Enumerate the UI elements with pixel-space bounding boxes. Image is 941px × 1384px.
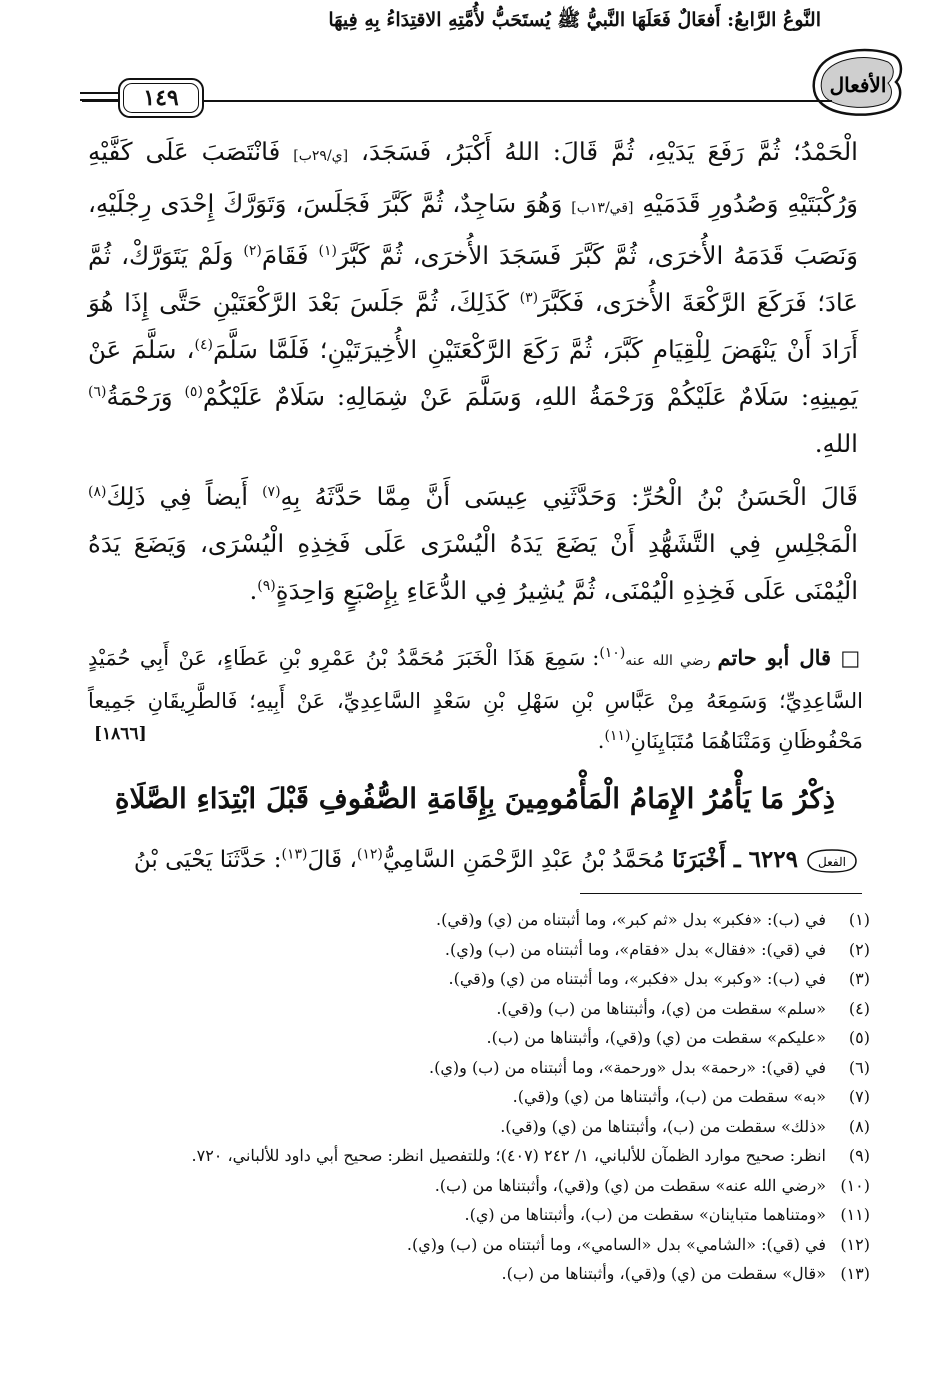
header-decoration-icon xyxy=(80,88,120,106)
footnote-number: (٧) xyxy=(848,1087,870,1106)
footnote-item xyxy=(100,1082,870,1112)
footnote-number: (٢) xyxy=(848,939,870,959)
puzzle-badge-icon xyxy=(808,40,908,120)
footnotes xyxy=(100,905,870,1289)
footnote-marker: (٥) xyxy=(184,383,203,400)
footnote-item xyxy=(100,1141,870,1171)
paragraph-hasan xyxy=(88,473,858,614)
footnote-text: «عليكم» سقطت من (ي) و(قي)، وأثبتناها من (ب). xyxy=(486,1028,826,1047)
footnote-marker: (٣) xyxy=(519,289,539,306)
honorific: رضي الله عنه xyxy=(625,653,718,669)
footnote-text: في (ب): «فكبر» بدل «ثم كبر»، وما أثبتناه من (ي) و(قي). xyxy=(436,910,826,929)
puzzle-small-label: الفعل xyxy=(818,855,846,869)
text-run: فَانْتَصَبَ عَلَى كَفَّيْهِ وَرُكْبَتَيْهِ وَصُدُورِ قَدَمَيْهِ xyxy=(88,137,858,218)
footnote-marker: (١) xyxy=(318,242,337,259)
footnote-item xyxy=(100,1230,870,1260)
hadith-reference-number: [١٨٦٦] xyxy=(94,724,147,744)
footnote-number: (١) xyxy=(848,910,870,929)
footnote-marker: (١١) xyxy=(604,728,631,744)
text-run: ، قَالَ xyxy=(307,847,357,873)
footnote-text: «قال» سقطت من (ي) و(قي)، وأثبتناها من (ب). xyxy=(501,1264,826,1283)
footnote-number: (٥) xyxy=(848,1028,870,1047)
text-run: قَالَ الْحَسَنُ بْنُ الْحُرِّ: وَحَدَّثَنِي عِيسَى أَنَّ مِمَّا حَدَّثَهُ بِهِ xyxy=(280,482,858,511)
footnote-text: «ذلك» سقطت من (ب)، وأثبتناها من (ي) و(قي). xyxy=(500,1116,826,1136)
text-run: وَلَمْ يَتَوَرَّكْ، ثُمَّ عَادَ؛ فَرَكَعَ الرَّكْعَةَ الأُخرَى، فَكَبَّرَ xyxy=(88,241,858,317)
footnote-text: في (قي): «الشامي» بدل «السامي»، وما أثبتناه من (ب) و(ي). xyxy=(406,1234,826,1254)
footnote-text: في (قي): «رحمة» بدل «ورحمة»، وما أثبتناه من (ب) و(ي). xyxy=(429,1057,826,1077)
footnote-number: (٤) xyxy=(848,998,870,1018)
footnote-text: انظر: صحيح موارد الظمآن للألباني، ١/ ٢٤٢ (٤٠٧)؛ وللتفصيل انظر: صحيح أبي داود للألباني، ٧٢٠. xyxy=(191,1146,826,1165)
footnote-text: في (ب): «وكبر» بدل «فكبر»، وما أثبتناه من (ي) و(قي). xyxy=(448,969,826,988)
footnote-marker: (١٠) xyxy=(599,645,626,661)
text-run: الْحَمْدُ؛ ثُمَّ رَفَعَ يَدَيْهِ، ثُمَّ قَالَ: اللهُ أَكْبَرُ، فَسَجَدَ، xyxy=(348,137,858,166)
footnote-item xyxy=(100,1112,870,1142)
footnote-marker: (٧) xyxy=(262,483,281,500)
hadith-opening xyxy=(88,840,860,880)
footnote-number: (١١) xyxy=(840,1205,870,1224)
section-heading: ذِكْرُ مَا يَأْمُرُ الإِمَامُ الْمَأْمُومِينَ بِإِقَامَةِ الصُّفُوفِ قَبْلَ ابْتِدَاءِ الصَّلَاةِ xyxy=(114,782,836,815)
footnote-number: (٦) xyxy=(848,1057,870,1077)
footnote-text: «ومتناهما متباينان» سقطت من (ب)، وأثبتناها من (ي). xyxy=(464,1205,826,1224)
text-run: فَقَامَ xyxy=(261,241,319,270)
footnote-item xyxy=(100,1200,870,1230)
footnote-item xyxy=(100,1171,870,1201)
text-run: وَرَحْمَةُ xyxy=(106,382,185,411)
paragraph-hadith xyxy=(88,128,858,467)
puzzle-small-icon xyxy=(804,848,860,874)
footnote-number: (٣) xyxy=(848,969,870,988)
footnote-item xyxy=(100,994,870,1024)
text-run: : سَمِعَ هَذَا الْخَبَرَ مُحَمَّدُ بْنُ عَمْرِو بْنِ عَطَاءٍ، عَنْ أَبِي حُمَيْدٍ السَّاعِدِيِّ؛ وَسَمِعَهُ مِنْ عَبَّاسِ بْنِ سَهْلِ بْنِ سَعْدٍ السَّاعِدِيِّ، عَنْ أَبِيهِ؛ فَالطَّرِيقَانِ جَمِيعاً مَحْفُوظَانِ وَمَتْنَاهُمَا مُتَبَايِنَانِ xyxy=(88,646,863,753)
footnote-number: (٨) xyxy=(848,1116,870,1136)
footnote-marker: (٦) xyxy=(88,383,107,400)
page-number xyxy=(118,78,204,118)
footnote-marker: (١٣) xyxy=(281,846,308,863)
footnote-item xyxy=(100,964,870,994)
page-header-title: النَّوعُ الرَّابعُ: أَفعَالٌ فَعَلَهَا النَّبيُّ ﷺ يُستَحَبُّ لأُمَّتِهِ الاقتِدَاءُ بِهِ فِيهَا xyxy=(328,9,821,31)
footnote-item xyxy=(100,935,870,965)
square-marker-icon: □ xyxy=(840,645,863,670)
manuscript-ref: [ي/٢٩ب] xyxy=(293,148,349,164)
footnote-item xyxy=(100,1259,870,1289)
text-run: : حَدَّثَنَا يَحْيَى بْنُ xyxy=(133,847,282,873)
akhbarana-label: أَخْبَرَنَا xyxy=(672,846,726,873)
text-run: كَذَلِكَ، ثُمَّ جَلَسَ بَعْدَ الرَّكْعَتَيْنِ حَتَّى إِذَا هُوَ أَرَادَ أَنْ يَنْهَضَ لِلْقِيَامِ كَبَّرَ، ثُمَّ رَكَعَ الرَّكْعَتَيْنِ الأُخِيرَتَيْنِ؛ فَلَمَّا سَلَّمَ xyxy=(88,288,859,364)
footnote-marker: (٩) xyxy=(257,577,276,594)
abu-hatim-comment xyxy=(88,638,863,761)
text-run: مُحَمَّدُ بْنُ عَبْدِ الرَّحْمَنِ السَّامِيُّ xyxy=(382,847,673,873)
footnote-number: (٩) xyxy=(848,1146,870,1165)
footnote-marker: (٤) xyxy=(194,336,213,353)
footnote-item xyxy=(100,905,870,935)
main-text xyxy=(88,128,858,614)
footnote-marker: (١٢) xyxy=(356,846,383,863)
footnote-number: (١٠) xyxy=(840,1175,870,1195)
speaker-label: قال أبو حاتم xyxy=(717,645,832,670)
page-number-text: ١٤٩ xyxy=(143,85,179,111)
text-run: الْمَجْلِسِ فِي التَّشَهُّدِ أَنْ يَضَعَ يَدَهُ الْيُسْرَى عَلَى فَخِذِهِ الْيُسْرَى، وَيَضَعَ يَدَهُ الْيُمْنَى عَلَى فَخِذِهِ الْيُمْنَى، ثُمَّ يُشِيرُ فِي الدُّعَاءِ بِإِصْبَعٍ وَاحِدَةٍ xyxy=(88,529,858,605)
footnote-marker: (٨) xyxy=(88,483,107,500)
text-run: اللهِ. xyxy=(814,429,858,458)
hadith-number: ٦٢٢٩ xyxy=(748,846,798,873)
footnote-text: في (قي): «فقال» بدل «فقام»، وما أثبتناه من (ب) و(ي). xyxy=(444,939,826,959)
footnote-separator xyxy=(580,893,862,894)
text-run: وَهُوَ سَاجِدٌ، ثُمَّ كَبَّرَ فَجَلَسَ، وَتَوَرَّكَ إِحْدَى رِجْلَيْهِ، وَنَصَبَ قَدَمَهُ الأُخرَى، ثُمَّ كَبَّرَ فَسَجَدَ الأُخرَى، ثُمَّ كَبَّرَ xyxy=(88,189,859,270)
footnote-text: «رضي الله عنه» سقطت من (ي) و(قي)، وأثبتناها من (ب). xyxy=(434,1175,826,1195)
puzzle-badge-label: الأفعال xyxy=(829,73,887,97)
footnote-item xyxy=(100,1023,870,1053)
text-run: . xyxy=(597,729,605,753)
text-run: . xyxy=(249,576,258,605)
footnote-item xyxy=(100,1053,870,1083)
manuscript-ref: [قي/١٣ب] xyxy=(571,200,634,216)
text-run: ـ xyxy=(725,846,749,873)
footnote-text: «به» سقطت من (ب)، وأثبتناها من (ي) و(قي). xyxy=(512,1087,826,1106)
footnote-number: (١٢) xyxy=(840,1234,870,1254)
footnote-number: (١٣) xyxy=(840,1264,870,1283)
text-run: أَيضاً فِي ذَلِكَ xyxy=(106,482,263,511)
text-run: ، سَلَّمَ عَنْ يَمِينِهِ: سَلَامٌ عَلَيْكُمْ وَرَحْمَةُ اللهِ، وَسَلَّمَ عَنْ شِمَالِهِ: سَلَامٌ عَلَيْكُمْ xyxy=(88,335,858,411)
footnote-text: «سلم» سقطت من (ي)، وأثبتناها من (ب) و(قي). xyxy=(496,998,826,1018)
footnote-marker: (٢) xyxy=(243,242,262,259)
